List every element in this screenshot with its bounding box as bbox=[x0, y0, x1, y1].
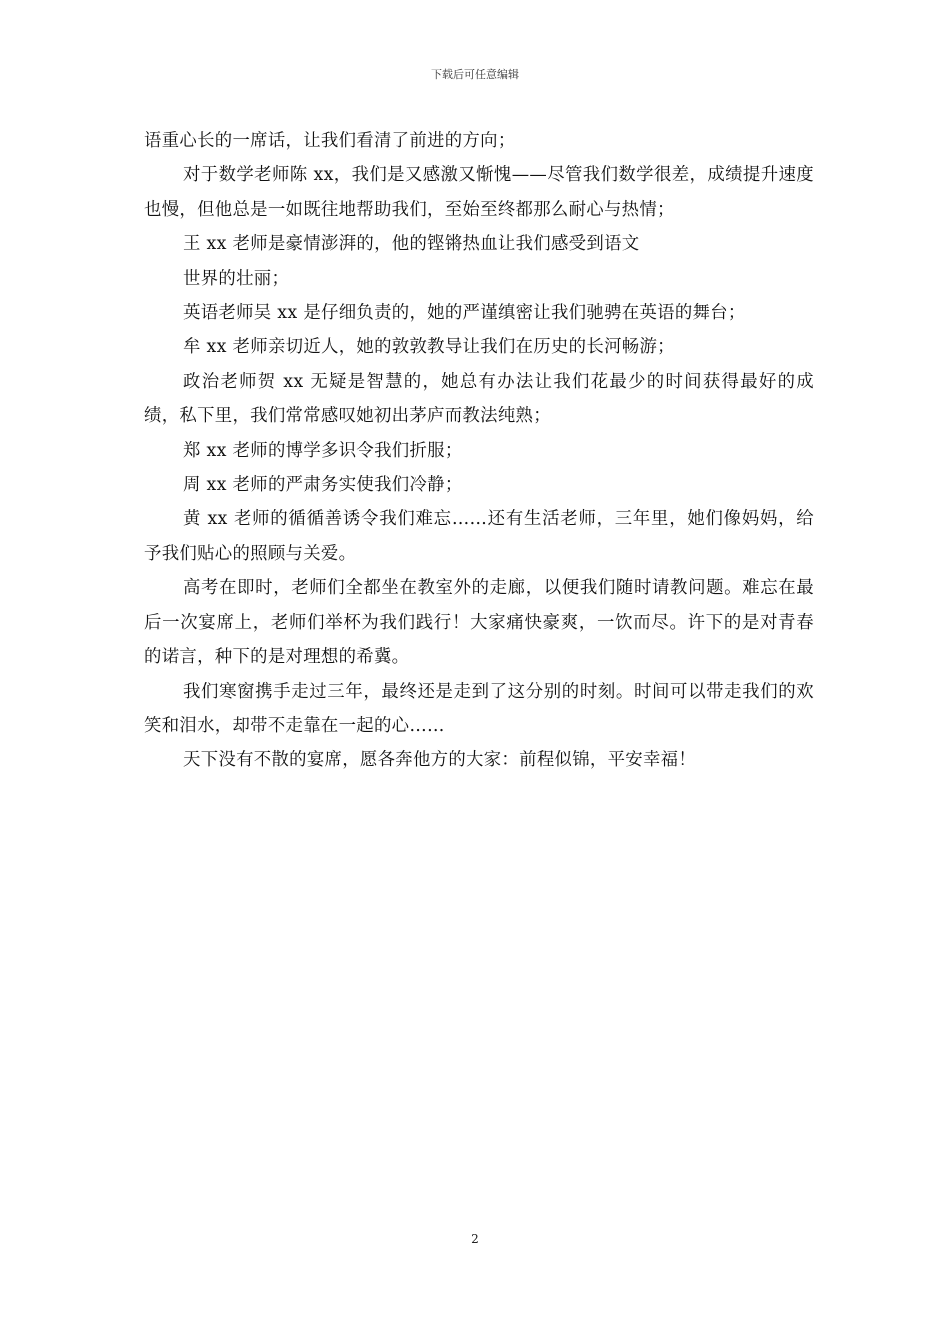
paragraph-5: 英语老师吴 xx 是仔细负责的，她的严谨缜密让我们驰骋在英语的舞台； bbox=[183, 303, 746, 324]
paragraph-10: 黄 xx 老师的循循善诱令我们难忘……还有生活老师，三年里，她们像妈妈，给予我们贴心的照顾与关爱。 bbox=[144, 509, 814, 564]
paragraph-8: 郑 xx 老师的博学多识令我们折服； bbox=[183, 440, 463, 461]
paragraph-9: 周 xx 老师的严肃务实使我们冷静； bbox=[183, 475, 463, 496]
paragraph-1: 语重心长的一席话，让我们看清了前进的方向； bbox=[144, 131, 516, 151]
paragraph-6: 牟 xx 老师亲切近人，她的敦敦教导让我们在历史的长河畅游； bbox=[183, 337, 675, 358]
page-header-note: 下载后可任意编辑 bbox=[431, 68, 519, 81]
paragraph-3: 王 xx 老师是豪情澎湃的，他的铿锵热血让我们感受到语文 bbox=[183, 234, 640, 255]
paragraph-7: 政治老师贺 xx 无疑是智慧的，她总有办法让我们花最少的时间获得最好的成绩，私下里，我们常常感叹她初出茅庐而教法纯熟； bbox=[144, 371, 814, 427]
paragraph-12: 我们寒窗携手走过三年，最终还是走到了这分别的时刻。时间可以带走我们的欢笑和泪水，却带不走靠在一起的心…… bbox=[144, 681, 814, 736]
page-number: 2 bbox=[471, 1232, 479, 1246]
paragraph-11: 高考在即时，老师们全都坐在教室外的走廊，以便我们随时请教问题。难忘在最后一次宴席上，老师们举杯为我们践行！大家痛快豪爽，一饮而尽。许下的是对青春的诺言，种下的是对理想的希冀。 bbox=[144, 578, 814, 668]
paragraph-4: 世界的壮丽； bbox=[183, 268, 290, 289]
document-body bbox=[144, 124, 814, 778]
paragraph-2: 对于数学老师陈 xx，我们是又感激又惭愧——尽管我们数学很差，成绩提升速度也慢，但他总是一如既往地帮助我们，至始至终都那么耐心与热情； bbox=[144, 165, 814, 220]
paragraph-13: 天下没有不散的宴席，愿各奔他方的大家：前程似锦，平安幸福！ bbox=[183, 750, 697, 771]
